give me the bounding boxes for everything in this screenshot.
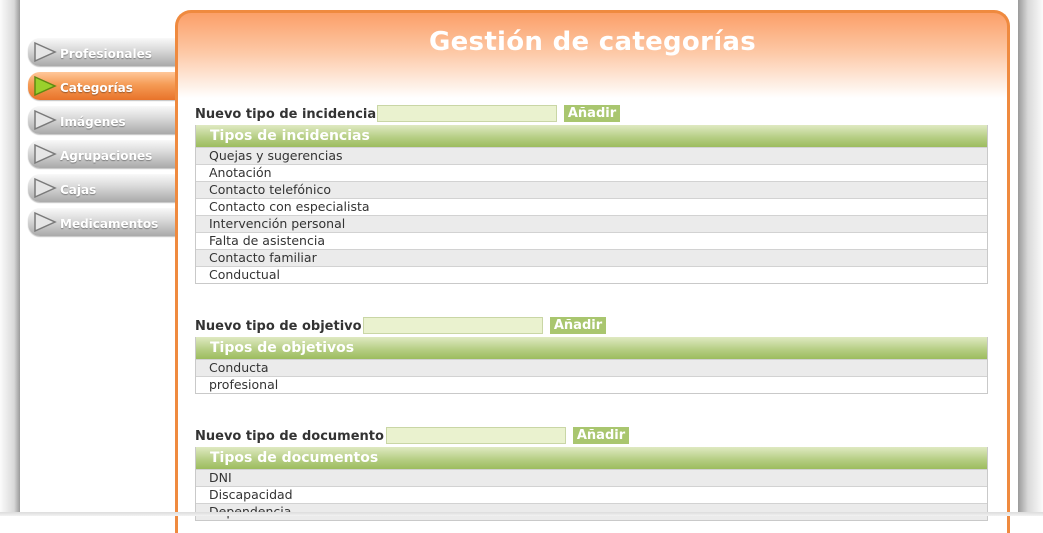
table-row[interactable]: Conducta [196,359,987,376]
documentos-table [195,447,988,521]
play-arrow-icon [32,75,58,97]
table-row[interactable]: Quejas y sugerencias [196,147,987,164]
table-row[interactable]: Falta de asistencia [196,232,987,249]
table-row[interactable]: Anotación [196,164,987,181]
section-incidencias [195,104,988,284]
table-row[interactable]: profesional [196,376,987,393]
add-objetivo-label: Nuevo tipo de objetivo [195,319,362,334]
add-row [195,104,988,124]
add-incidencia-label: Nuevo tipo de incidencia [195,107,377,122]
incidencia-type-input[interactable] [377,105,557,122]
table-header: Tipos de objetivos [196,337,987,359]
sidebar-item-medicamentos[interactable] [28,208,178,236]
play-arrow-icon [32,177,58,199]
table-row[interactable]: Discapacidad [196,486,987,503]
sidebar-item-profesionales[interactable] [28,38,178,66]
play-arrow-icon [32,41,58,63]
play-arrow-icon [32,109,58,131]
table-row[interactable]: Intervención personal [196,215,987,232]
page-frame-left [0,0,20,516]
sidebar-item-label: Profesionales [60,47,152,61]
table-row[interactable]: Contacto con especialista [196,198,987,215]
sidebar-nav [28,38,178,242]
table-row[interactable]: Conductual [196,266,987,283]
main-panel [175,10,1010,533]
table-header: Tipos de incidencias [196,125,987,147]
add-incidencia-button[interactable]: Añadir [563,104,621,123]
table-row[interactable]: DNI [196,469,987,486]
add-documento-button[interactable]: Añadir [572,426,630,445]
add-row [195,316,988,336]
sidebar-item-label: Medicamentos [60,217,159,231]
sidebar-item-label: Cajas [60,183,97,197]
page-frame-right [1018,0,1043,516]
sidebar-item-label: Agrupaciones [60,149,153,163]
sidebar-item-cajas[interactable] [28,174,178,202]
section-objetivos [195,316,988,394]
play-arrow-icon [32,143,58,165]
sidebar-item-categorias[interactable] [28,72,178,100]
add-row [195,426,988,446]
sidebar-item-label: Categorías [60,81,133,95]
section-documentos [195,426,988,521]
page-title: Gestión de categorías [428,27,757,57]
sidebar-item-imagenes[interactable] [28,106,178,134]
page-bottom-edge [0,512,1043,516]
table-row[interactable]: Contacto familiar [196,249,987,266]
table-header: Tipos de documentos [196,447,987,469]
incidencias-table [195,125,988,284]
play-arrow-icon [32,211,58,233]
table-row[interactable]: Contacto telefónico [196,181,987,198]
add-objetivo-button[interactable]: Añadir [549,316,607,335]
sidebar-item-label: Imágenes [60,115,126,129]
sidebar-item-agrupaciones[interactable] [28,140,178,168]
objetivo-type-input[interactable] [363,317,543,334]
documento-type-input[interactable] [386,427,566,444]
objetivos-table [195,337,988,394]
add-documento-label: Nuevo tipo de documento [195,429,384,444]
